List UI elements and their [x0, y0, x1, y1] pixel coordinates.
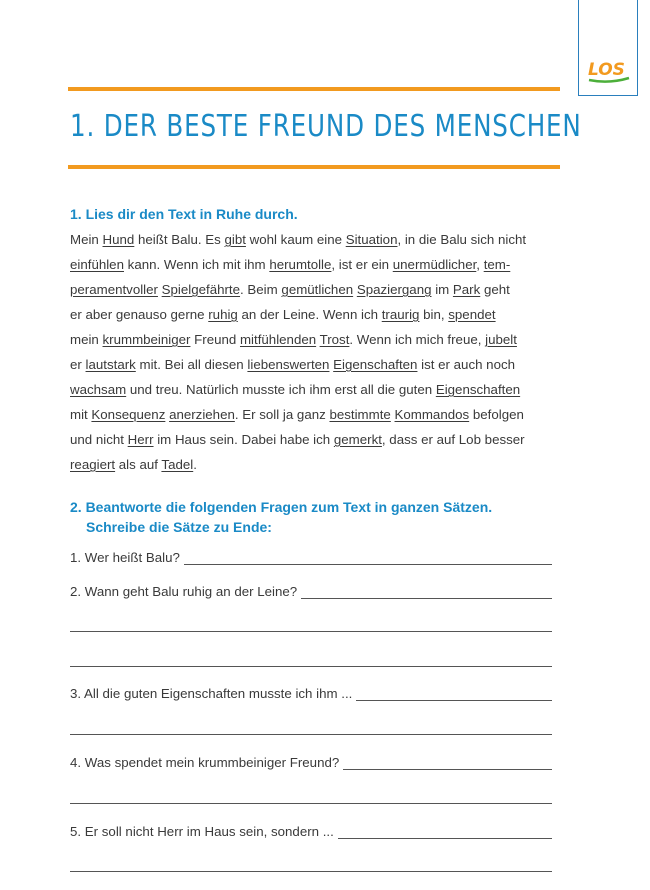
text-segment: heißt Balu. Es — [134, 232, 225, 247]
underlined-word: Park — [452, 282, 481, 297]
underlined-word: Tadel — [161, 457, 194, 472]
text-segment: Mein — [70, 232, 103, 247]
underlined-word: Konsequenz — [91, 407, 166, 422]
text-line — [70, 307, 560, 332]
underlined-word: gibt — [224, 232, 246, 247]
underlined-word: traurig — [381, 307, 420, 322]
text-segment: . Wenn ich mich freue, — [349, 332, 486, 347]
text-segment: . — [193, 457, 197, 472]
question-text: 5. Er soll nicht Herr im Haus sein, sondern ... — [70, 824, 334, 839]
underlined-word: reagiert — [70, 457, 116, 472]
underlined-word: gemütlichen — [281, 282, 354, 297]
text-segment: im Haus sein. Dabei habe ich — [153, 432, 334, 447]
text-line — [70, 432, 560, 457]
section1-heading: 1. Lies dir den Text in Ruhe durch. — [70, 206, 298, 222]
text-segment: im — [431, 282, 453, 297]
text-line — [70, 457, 560, 482]
text-line — [70, 407, 560, 432]
answer-line[interactable] — [70, 734, 552, 735]
underlined-word: mitfühlenden — [239, 332, 317, 347]
answer-line[interactable] — [184, 550, 552, 565]
underlined-word: Spaziergang — [356, 282, 432, 297]
text-segment: , in die Balu sich nicht — [397, 232, 527, 247]
underlined-word: Situation — [345, 232, 398, 247]
underlined-word: gemerkt — [333, 432, 382, 447]
underlined-word: lautstark — [85, 357, 136, 372]
answer-line[interactable] — [70, 803, 552, 804]
underlined-word: ruhig — [208, 307, 238, 322]
question-3 — [70, 686, 552, 701]
underlined-word: unermüdlicher — [392, 257, 477, 272]
underlined-word: peramentvoller — [70, 282, 158, 297]
text-line — [70, 257, 560, 282]
text-segment: befolgen — [469, 407, 524, 422]
text-segment: . Er soll ja ganz — [234, 407, 330, 422]
question-text: 2. Wann geht Balu ruhig an der Leine? — [70, 584, 298, 599]
text-line — [70, 332, 560, 357]
text-segment: mein — [70, 332, 103, 347]
question-text: 3. All die guten Eigenschaften musste ich ihm ... — [70, 686, 353, 701]
answer-line[interactable] — [338, 824, 552, 839]
text-line — [70, 232, 560, 257]
underlined-word: jubelt — [485, 332, 517, 347]
underlined-word: anerziehen — [169, 407, 235, 422]
answer-line[interactable] — [356, 686, 552, 701]
text-segment: er aber genauso gerne — [70, 307, 209, 322]
question-5 — [70, 824, 552, 839]
text-line — [70, 382, 560, 407]
section2-heading-line1: 2. Beantworte die folgenden Fragen zum Text in ganzen Sätzen. — [70, 499, 493, 515]
question-text: 4. Was spendet mein krummbeiniger Freund? — [70, 755, 340, 770]
page-title: 1. DER BESTE FREUND DES MENSCHEN — [70, 109, 582, 144]
question-1 — [70, 550, 552, 565]
underlined-word: Eigenschaften — [435, 382, 521, 397]
text-line — [70, 282, 560, 307]
text-segment: , — [476, 257, 484, 272]
text-segment: ist er auch noch — [417, 357, 516, 372]
top-rule — [68, 87, 560, 91]
text-segment: er — [70, 357, 86, 372]
underlined-word: tem- — [483, 257, 511, 272]
answer-line[interactable] — [301, 584, 552, 599]
text-segment: , dass er auf Lob besser — [381, 432, 525, 447]
answer-line[interactable] — [343, 755, 552, 770]
text-segment: mit. Bei all diesen — [135, 357, 248, 372]
underlined-word: Spielgefährte — [161, 282, 241, 297]
text-segment: mit — [70, 407, 92, 422]
answer-line[interactable] — [70, 871, 552, 872]
reading-text — [70, 232, 560, 482]
text-segment: und nicht — [70, 432, 128, 447]
text-segment: , ist er ein — [331, 257, 393, 272]
underlined-word: Kommandos — [394, 407, 470, 422]
underlined-word: wachsam — [70, 382, 127, 397]
text-segment: Freund — [190, 332, 240, 347]
underlined-word: Hund — [102, 232, 135, 247]
text-segment: als auf — [115, 457, 162, 472]
logo-box — [578, 0, 638, 96]
text-segment: wohl kaum eine — [245, 232, 346, 247]
title-rule — [68, 165, 560, 169]
underlined-word: herumtolle — [269, 257, 332, 272]
text-segment: bin, — [419, 307, 449, 322]
text-line — [70, 357, 560, 382]
text-segment: geht — [480, 282, 510, 297]
answer-line[interactable] — [70, 666, 552, 667]
underlined-word: bestimmte — [329, 407, 391, 422]
question-4 — [70, 755, 552, 770]
underlined-word: Trost — [319, 332, 350, 347]
answer-line[interactable] — [70, 631, 552, 632]
section2-heading-line2: Schreibe die Sätze zu Ende: — [86, 519, 272, 535]
text-segment: . Beim — [240, 282, 282, 297]
underlined-word: liebenswerten — [247, 357, 330, 372]
underlined-word: spendet — [448, 307, 496, 322]
logo-text: LOS — [588, 60, 625, 80]
underlined-word: Eigenschaften — [333, 357, 418, 372]
underlined-word: einfühlen — [70, 257, 124, 272]
underlined-word: Herr — [127, 432, 154, 447]
question-2 — [70, 584, 552, 599]
text-segment: kann. Wenn ich mit ihm — [123, 257, 270, 272]
question-text: 1. Wer heißt Balu? — [70, 550, 180, 565]
text-segment: und treu. Natürlich musste ich ihm erst all die guten — [126, 382, 436, 397]
text-segment: an der Leine. Wenn ich — [237, 307, 382, 322]
los-logo-icon — [587, 56, 631, 86]
underlined-word: krummbeiniger — [102, 332, 191, 347]
